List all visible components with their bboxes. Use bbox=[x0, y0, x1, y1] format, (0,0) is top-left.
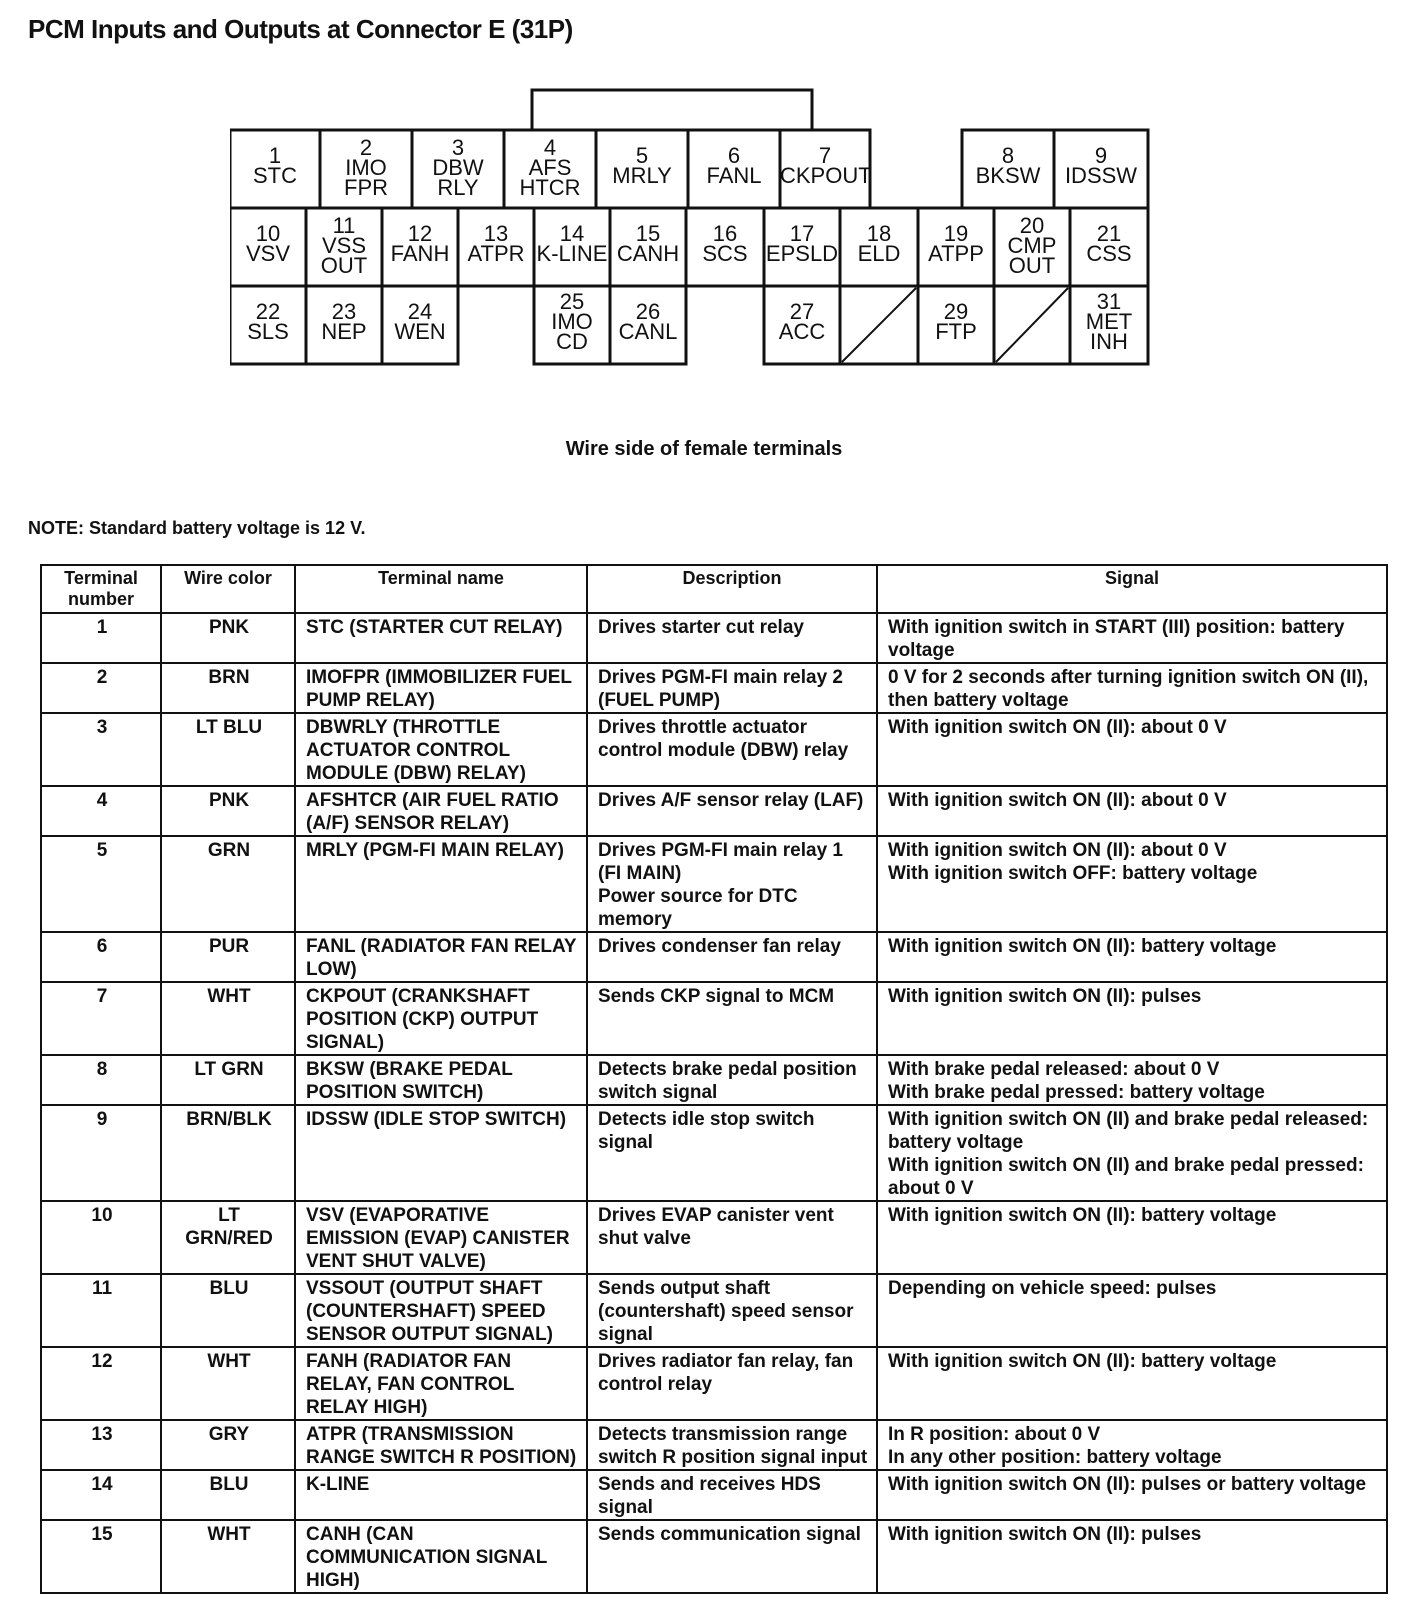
terminal-26: 26 CANL bbox=[618, 299, 678, 345]
terminal-31: 31 MET INH bbox=[1085, 289, 1133, 355]
table-row bbox=[41, 1105, 1387, 1201]
signal-cell: With ignition switch ON (II): pulses bbox=[877, 982, 1387, 1055]
terminal-name-cell: STC (STARTER CUT RELAY) bbox=[295, 613, 587, 663]
signal-cell: With ignition switch in START (III) position: battery voltage bbox=[877, 613, 1387, 663]
signal-cell: In R position: about 0 V In any other position: battery voltage bbox=[877, 1420, 1387, 1470]
signal-cell: 0 V for 2 seconds after turning ignition switch ON (II), then battery voltage bbox=[877, 663, 1387, 713]
description-cell: Sends output shaft (countershaft) speed sensor signal bbox=[587, 1274, 877, 1347]
terminal-5: 5 MRLY bbox=[612, 143, 672, 189]
page-title: PCM Inputs and Outputs at Connector E (31P) bbox=[28, 14, 573, 44]
terminal-number-cell: 6 bbox=[41, 932, 161, 982]
terminal-name-cell: FANL (RADIATOR FAN RELAY LOW) bbox=[295, 932, 587, 982]
header-terminal-number: Terminal number bbox=[41, 565, 161, 613]
signal-cell: With ignition switch ON (II): battery voltage bbox=[877, 1347, 1387, 1420]
terminal-19: 19 ATPP bbox=[928, 221, 984, 267]
terminal-4: 4 AFS HTCR bbox=[519, 135, 581, 201]
description-cell: Detects idle stop switch signal bbox=[587, 1105, 877, 1201]
terminal-number-cell: 5 bbox=[41, 836, 161, 932]
table-row bbox=[41, 1470, 1387, 1520]
description-cell: Drives A/F sensor relay (LAF) bbox=[587, 786, 877, 836]
table-row bbox=[41, 663, 1387, 713]
table-row bbox=[41, 1274, 1387, 1347]
wire-color-cell: WHT bbox=[161, 1520, 295, 1593]
battery-note: NOTE: Standard battery voltage is 12 V. bbox=[28, 518, 366, 538]
terminal-name-cell: BKSW (BRAKE PEDAL POSITION SWITCH) bbox=[295, 1055, 587, 1105]
wire-color-cell: BRN/BLK bbox=[161, 1105, 295, 1201]
table-row bbox=[41, 982, 1387, 1055]
terminal-name-cell: CKPOUT (CRANKSHAFT POSITION (CKP) OUTPUT SIGNAL) bbox=[295, 982, 587, 1055]
terminal-10: 10 VSV bbox=[245, 221, 291, 267]
description-cell: Sends communication signal bbox=[587, 1520, 877, 1593]
terminal-21: 21 CSS bbox=[1086, 221, 1132, 267]
table-header-row bbox=[41, 565, 1387, 613]
signal-cell: With brake pedal released: about 0 V With brake pedal pressed: battery voltage bbox=[877, 1055, 1387, 1105]
terminal-number-cell: 8 bbox=[41, 1055, 161, 1105]
wire-color-cell: BRN bbox=[161, 663, 295, 713]
terminal-name-cell: VSSOUT (OUTPUT SHAFT (COUNTERSHAFT) SPEED SENSOR OUTPUT SIGNAL) bbox=[295, 1274, 587, 1347]
terminal-number-cell: 1 bbox=[41, 613, 161, 663]
terminal-number-cell: 9 bbox=[41, 1105, 161, 1201]
terminal-22: 22 SLS bbox=[247, 299, 289, 345]
table-row bbox=[41, 1055, 1387, 1105]
terminal-20: 20 CMP OUT bbox=[1007, 213, 1057, 279]
wire-color-cell: LT GRN bbox=[161, 1055, 295, 1105]
terminal-1: 1 STC bbox=[253, 143, 297, 189]
description-cell: Drives starter cut relay bbox=[587, 613, 877, 663]
description-cell: Drives PGM-FI main relay 2 (FUEL PUMP) bbox=[587, 663, 877, 713]
wire-color-cell: WHT bbox=[161, 1347, 295, 1420]
terminal-8: 8 BKSW bbox=[975, 143, 1041, 189]
header-description: Description bbox=[587, 565, 877, 613]
table-row bbox=[41, 1347, 1387, 1420]
terminal-23: 23 NEP bbox=[321, 299, 367, 345]
header-terminal-name: Terminal name bbox=[295, 565, 587, 613]
terminal-17: 17 EPSLD bbox=[765, 221, 839, 267]
terminal-13: 13 ATPR bbox=[467, 221, 525, 267]
table-row bbox=[41, 613, 1387, 663]
wire-color-cell: PUR bbox=[161, 932, 295, 982]
terminal-11: 11 VSS OUT bbox=[320, 213, 368, 279]
terminal-9: 9 IDSSW bbox=[1064, 143, 1138, 189]
signal-cell: With ignition switch ON (II): battery voltage bbox=[877, 932, 1387, 982]
table-row bbox=[41, 713, 1387, 786]
description-cell: Drives condenser fan relay bbox=[587, 932, 877, 982]
connector-caption: Wire side of female terminals bbox=[565, 438, 843, 460]
wire-color-cell: BLU bbox=[161, 1470, 295, 1520]
terminal-2: 2 IMO FPR bbox=[344, 135, 388, 201]
description-cell: Sends CKP signal to MCM bbox=[587, 982, 877, 1055]
terminal-24: 24 WEN bbox=[394, 299, 446, 345]
terminal-14: 14 K-LINE bbox=[536, 221, 608, 267]
description-cell: Drives throttle actuator control module (DBW) relay bbox=[587, 713, 877, 786]
table-row bbox=[41, 932, 1387, 982]
table-row bbox=[41, 1201, 1387, 1274]
signal-cell: With ignition switch ON (II): pulses bbox=[877, 1520, 1387, 1593]
terminal-name-cell: CANH (CAN COMMUNICATION SIGNAL HIGH) bbox=[295, 1520, 587, 1593]
terminal-number-cell: 13 bbox=[41, 1420, 161, 1470]
terminal-27: 27 ACC bbox=[778, 299, 826, 345]
wire-color-cell: BLU bbox=[161, 1274, 295, 1347]
table-row bbox=[41, 1420, 1387, 1470]
signal-cell: With ignition switch ON (II): pulses or battery voltage bbox=[877, 1470, 1387, 1520]
wire-color-cell: WHT bbox=[161, 982, 295, 1055]
terminal-29: 29 FTP bbox=[935, 299, 977, 345]
wire-color-cell: GRN bbox=[161, 836, 295, 932]
signal-cell: With ignition switch ON (II) and brake pedal released: battery voltage With ignition switch ON (II) and brake pedal pressed: about 0 V bbox=[877, 1105, 1387, 1201]
terminal-name-cell: VSV (EVAPORATIVE EMISSION (EVAP) CANISTER VENT SHUT VALVE) bbox=[295, 1201, 587, 1274]
terminal-name-cell: IDSSW (IDLE STOP SWITCH) bbox=[295, 1105, 587, 1201]
terminal-16: 16 SCS bbox=[702, 221, 748, 267]
terminal-number-cell: 3 bbox=[41, 713, 161, 786]
terminal-name-cell: IMOFPR (IMMOBILIZER FUEL PUMP RELAY) bbox=[295, 663, 587, 713]
signal-cell: With ignition switch ON (II): battery voltage bbox=[877, 1201, 1387, 1274]
wire-color-cell: LT BLU bbox=[161, 713, 295, 786]
terminal-name-cell: DBWRLY (THROTTLE ACTUATOR CONTROL MODULE (DBW) RELAY) bbox=[295, 713, 587, 786]
wire-color-cell: PNK bbox=[161, 786, 295, 836]
terminal-number-cell: 14 bbox=[41, 1470, 161, 1520]
terminal-12: 12 FANH bbox=[390, 221, 450, 267]
signal-cell: With ignition switch ON (II): about 0 V bbox=[877, 713, 1387, 786]
terminal-number-cell: 11 bbox=[41, 1274, 161, 1347]
description-cell: Sends and receives HDS signal bbox=[587, 1470, 877, 1520]
terminal-number-cell: 10 bbox=[41, 1201, 161, 1274]
terminal-name-cell: ATPR (TRANSMISSION RANGE SWITCH R POSITION) bbox=[295, 1420, 587, 1470]
terminal-name-cell: K-LINE bbox=[295, 1470, 587, 1520]
signal-cell: With ignition switch ON (II): about 0 V With ignition switch OFF: battery voltage bbox=[877, 836, 1387, 932]
description-cell: Detects brake pedal position switch signal bbox=[587, 1055, 877, 1105]
terminal-number-cell: 7 bbox=[41, 982, 161, 1055]
description-cell: Detects transmission range switch R position signal input bbox=[587, 1420, 877, 1470]
connector-diagram bbox=[230, 88, 1192, 388]
header-signal: Signal bbox=[877, 565, 1387, 613]
terminal-7: 7 CKPOUT bbox=[780, 143, 872, 189]
wire-color-cell: PNK bbox=[161, 613, 295, 663]
terminal-number-cell: 4 bbox=[41, 786, 161, 836]
table-row bbox=[41, 1520, 1387, 1593]
terminal-15: 15 CANH bbox=[616, 221, 680, 267]
table-body bbox=[41, 613, 1387, 1593]
terminal-number-cell: 2 bbox=[41, 663, 161, 713]
description-cell: Drives PGM-FI main relay 1 (FI MAIN) Power source for DTC memory bbox=[587, 836, 877, 932]
terminal-table bbox=[40, 564, 1388, 1594]
wire-color-cell: LT GRN/RED bbox=[161, 1201, 295, 1274]
terminal-number-cell: 15 bbox=[41, 1520, 161, 1593]
table-row bbox=[41, 836, 1387, 932]
signal-cell: Depending on vehicle speed: pulses bbox=[877, 1274, 1387, 1347]
terminal-6: 6 FANL bbox=[706, 143, 762, 189]
signal-cell: With ignition switch ON (II): about 0 V bbox=[877, 786, 1387, 836]
description-cell: Drives radiator fan relay, fan control relay bbox=[587, 1347, 877, 1420]
table-row bbox=[41, 786, 1387, 836]
terminal-18: 18 ELD bbox=[857, 221, 901, 267]
description-cell: Drives EVAP canister vent shut valve bbox=[587, 1201, 877, 1274]
terminal-3: 3 DBW RLY bbox=[432, 135, 484, 201]
terminal-name-cell: FANH (RADIATOR FAN RELAY, FAN CONTROL RELAY HIGH) bbox=[295, 1347, 587, 1420]
terminal-name-cell: MRLY (PGM-FI MAIN RELAY) bbox=[295, 836, 587, 932]
terminal-25: 25 IMO CD bbox=[551, 289, 593, 355]
wire-color-cell: GRY bbox=[161, 1420, 295, 1470]
terminal-number-cell: 12 bbox=[41, 1347, 161, 1420]
header-wire-color: Wire color bbox=[161, 565, 295, 613]
terminal-name-cell: AFSHTCR (AIR FUEL RATIO (A/F) SENSOR RELAY) bbox=[295, 786, 587, 836]
